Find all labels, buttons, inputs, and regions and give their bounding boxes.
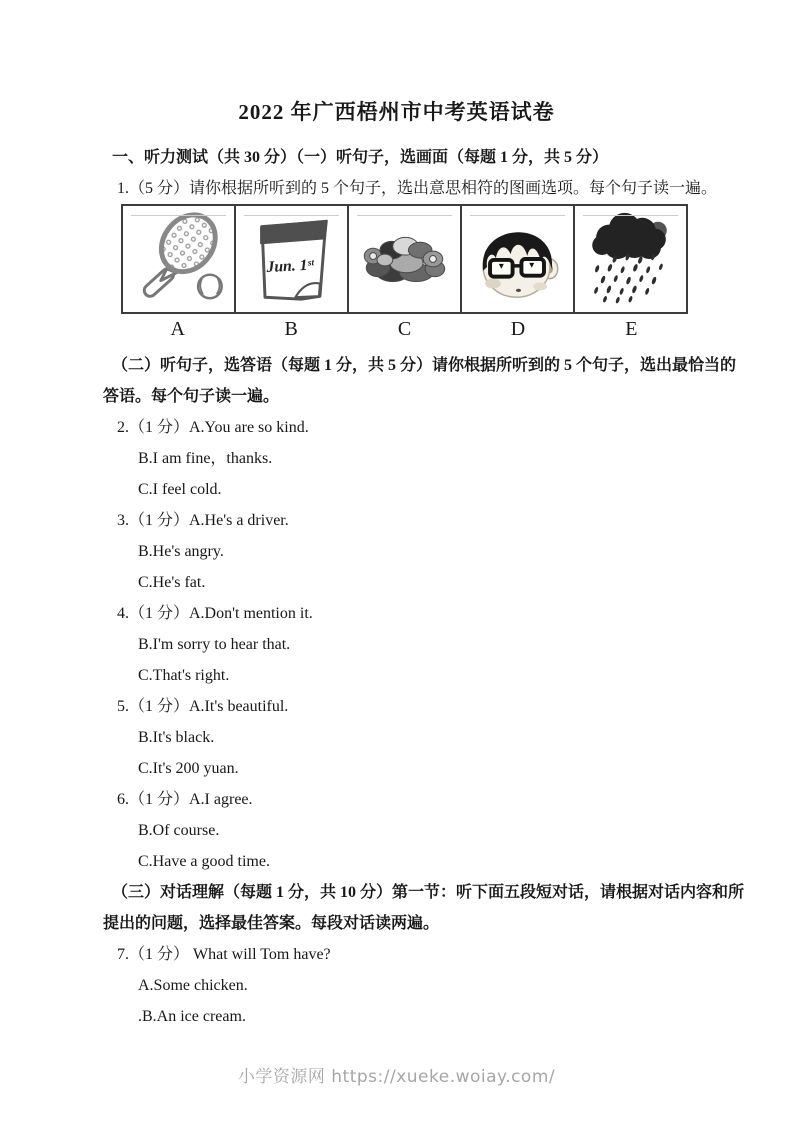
section-3-instruction-line2: 提出的问题，选择最佳答案。每段对话读两遍。 — [103, 915, 440, 932]
question-5-option-c: C.It's 200 yuan. — [138, 760, 239, 777]
question-2-option-b: B.I am fine，thanks. — [138, 450, 273, 467]
question-4-option-b: B.I'm sorry to hear that. — [138, 636, 291, 653]
question-2-option-c: C.I feel cold. — [138, 481, 222, 498]
question-6-option-c: C.Have a good time. — [138, 853, 270, 870]
question-4-lead: 4.（1 分）A.Don't mention it. — [117, 605, 313, 622]
svg-text:Jun. 1ˢᵗ: Jun. 1ˢᵗ — [266, 256, 315, 276]
question-7-option-b: .B.An ice cream. — [138, 1008, 246, 1025]
question-6-lead: 6.（1 分）A.I agree. — [117, 791, 253, 808]
picture-option-c — [349, 206, 462, 312]
question-3-lead: 3.（1 分）A.He's a driver. — [117, 512, 289, 529]
question-1-instruction: 1.（5 分）请你根据所听到的 5 个句子，选出意思相符的图画选项。每个句子读一遍。 — [117, 180, 718, 197]
question-7-option-a: A.Some chicken. — [138, 977, 248, 994]
exam-title: 2022 年广西梧州市中考英语试卷 — [238, 100, 555, 124]
question-7-lead: 7.（1 分） What will Tom have? — [117, 946, 331, 963]
picture-labels-row — [121, 314, 688, 343]
section-2-instruction-line2: 答语。每个句子读一遍。 — [103, 388, 280, 405]
question-3-option-b: B.He's angry. — [138, 543, 224, 560]
tennis-racket-image — [123, 206, 234, 310]
picture-label-c: C — [397, 318, 412, 340]
picture-option-d — [462, 206, 575, 312]
watermark-footer: 小学资源网 https://xueke.woiay.com/ — [237, 1067, 556, 1087]
picture-label-d: D — [510, 318, 526, 340]
picture-options-row — [121, 204, 688, 314]
section-2-instruction-line1: （二）听句子，选答语（每题 1 分，共 5 分）请你根据所听到的 5 个句子，选出最恰当的 — [112, 357, 737, 374]
picture-options-table — [121, 204, 688, 343]
boy-face-image — [462, 206, 573, 310]
picture-label-e: E — [625, 318, 638, 340]
picture-option-a — [123, 206, 236, 312]
picture-option-b — [236, 206, 349, 312]
section-3-instruction-line1: （三）对话理解（每题 1 分，共 10 分）第一节：听下面五段短对话，请根据对话内容和所 — [112, 884, 745, 901]
question-4-option-c: C.That's right. — [138, 667, 230, 684]
question-6-option-b: B.Of course. — [138, 822, 220, 839]
picture-label-a: A — [170, 318, 185, 340]
question-5-option-b: B.It's black. — [138, 729, 215, 746]
scan-artifact-line — [583, 215, 678, 216]
question-2-lead: 2.（1 分）A.You are so kind. — [117, 419, 309, 436]
scan-artifact-line — [357, 215, 452, 216]
section-1-header: 一、听力测试（共 30 分）（一）听句子，选画面（每题 1 分，共 5 分） — [112, 149, 609, 166]
question-5-lead: 5.（1 分）A.It's beautiful. — [117, 698, 289, 715]
scan-artifact-line — [470, 215, 565, 216]
food-image — [349, 206, 460, 310]
question-3-option-c: C.He's fat. — [138, 574, 206, 591]
calendar-image — [236, 206, 347, 310]
scan-artifact-line — [244, 215, 339, 216]
picture-label-b: B — [284, 318, 298, 340]
picture-option-e — [575, 206, 686, 312]
rain-cloud-image — [575, 206, 686, 310]
scan-artifact-line — [131, 215, 226, 216]
